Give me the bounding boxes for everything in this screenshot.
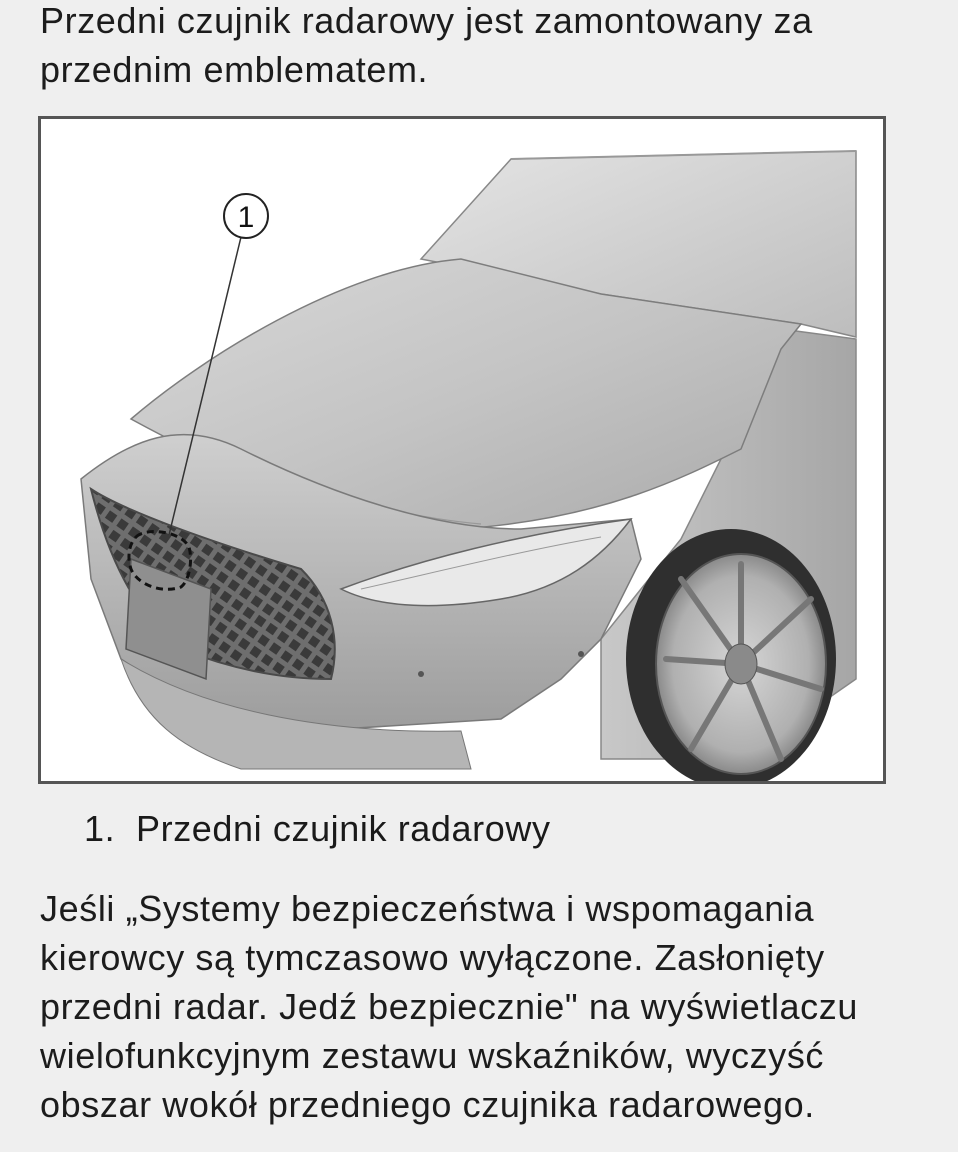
callout-number: 1 [237, 201, 255, 234]
legend-list [84, 804, 551, 853]
legend-item-number: 1. [84, 808, 116, 849]
car-front-illustration [41, 119, 883, 781]
legend-item [84, 804, 551, 853]
body-paragraph: Jeśli „Systemy bezpieczeństwa i wspomagania kierowcy są tymczasowo wyłączone. Zasłonięty przedni radar. Jedź bezpiecznie" na wyświetlaczu wielofunkcyjnym zestawu wskaźników, wyczyść obszar wokół przedniego czujnika radarowego. [40, 888, 858, 1125]
figure-frame [38, 116, 886, 784]
intro-paragraph: Przedni czujnik radarowy jest zamontowany za przednim emblematem. [40, 0, 813, 90]
legend-item-label: Przedni czujnik radarowy [136, 808, 551, 849]
